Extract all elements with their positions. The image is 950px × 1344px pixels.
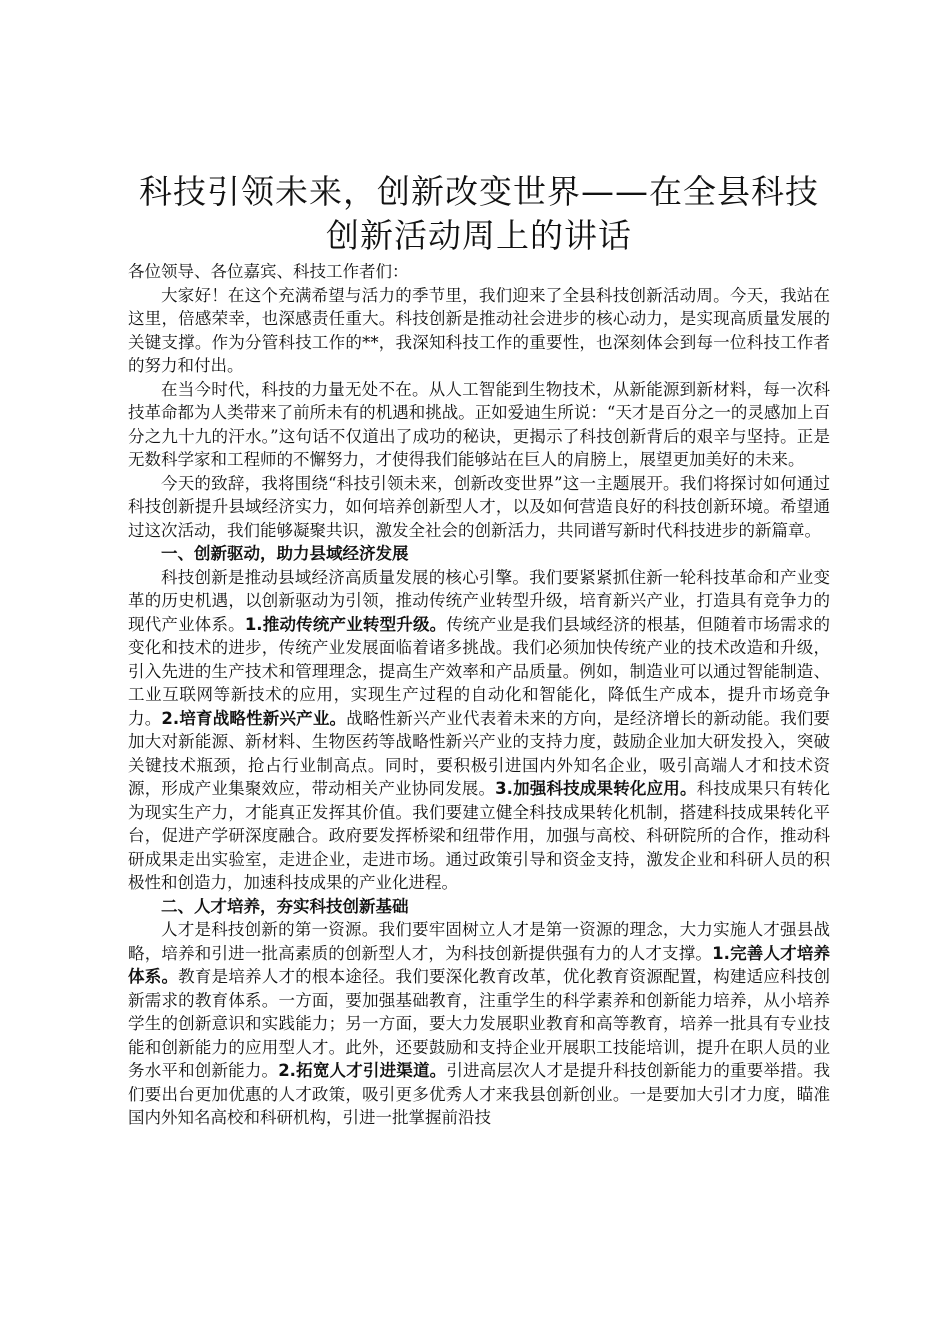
section-2-point-2-title: 2.拓宽人才引进渠道。: [278, 1061, 447, 1080]
section-1-point-1-title: 1.推动传统产业转型升级。: [244, 614, 447, 634]
section-1-point-2-title: 2.培育战略性新兴产业。: [161, 708, 347, 728]
era-paragraph: 在当今时代，科技的力量无处不在。从人工智能到生物技术，从新能源到新材料，每一次科技革命都为人类带来了前所未有的机遇和挑战。正如爱迪生所说：“天才是百分之一的灵感加上百分之九十九的汗水。”这句话不仅道出了成功的秘诀，更揭示了科技创新背后的艰辛与坚持。正是无数科学家和工程师的不懈努力，才使得我们能够站在巨人的肩膀上，展望更加美好的未来。: [128, 379, 830, 469]
section-2-point-1-title: 1.完善人才培养体系。: [128, 943, 831, 986]
section-2-point-2-text: 引进高层次人才是提升科技创新能力的重要举措。我们要出台更加优惠的人才政策，吸引更多优秀人才来我县创新创业。一是要加大引才力度，瞄准国内外知名高校和科研机构，引进一批掌握前沿技: [128, 1061, 831, 1127]
section-1-point-3-title: 3.加强科技成果转化应用。: [495, 779, 697, 798]
opening-paragraph: 大家好！在这个充满希望与活力的季节里，我们迎来了全县科技创新活动周。今天，我站在这里，倍感荣幸，也深感责任重大。科技创新是推动社会进步的核心动力，是实现高质量发展的关键支撑。作为分管科技工作的**，我深知科技工作的重要性，也深刻体会到每一位科技工作者的努力和付出。: [128, 285, 830, 375]
theme-paragraph: 今天的致辞，我将围绕“科技引领未来，创新改变世界”这一主题展开。我们将探讨如何通过科技创新提升县域经济实力，如何培养创新型人才，以及如何营造良好的科技创新环境。希望通过这次活动，我们能够凝聚共识，激发全社会的创新活力，共同谱写新时代科技进步的新篇章。: [128, 473, 830, 540]
section-2-body: [128, 918, 830, 1130]
speech-title: 科技引领未来，创新改变世界——在全县科技创新活动周上的讲话: [139, 172, 819, 255]
section-2-point-1-text: 教育是培养人才的根本途径。我们要深化教育改革，优化教育资源配置，构建适应科技创新需求的教育体系。一方面，要加强基础教育，注重学生的科学素养和创新能力培养，从小培养学生的创新意识和实践能力；另一方面，要大力发展职业教育和高等教育，培养一批具有专业技能和创新能力的应用型人才。此外，还要鼓励和支持企业开展职工技能培训，提升在职人员的业务水平和创新能力。: [128, 967, 831, 1080]
section-1-intro: 科技创新是推动县域经济高质量发展的核心引擎。我们要紧紧抓住新一轮科技革命和产业变革的历史机遇，以创新驱动为引领，推动传统产业转型升级，培育新兴产业，打造具有竞争力的现代产业体系。: [128, 567, 830, 634]
section-1-point-3-text: 科技成果只有转化为现实生产力，才能真正发挥其价值。我们要建立健全科技成果转化机制，搭建科技成果转化平台，促进产学研深度融合。政府要发挥桥梁和纽带作用，加强与高校、科研院所的合作，推动科研成果走出实验室，走进企业，走进市场。通过政策引导和资金支持，激发企业和科研人员的积极性和创造力，加速科技成果的产业化进程。: [128, 779, 831, 892]
section-1-heading: 一、创新驱动，助力县域经济发展: [161, 544, 409, 563]
salutation: 各位领导、各位嘉宾、科技工作者们：: [128, 262, 409, 281]
speech-content: [128, 170, 830, 1130]
section-2-intro: 人才是科技创新的第一资源。我们要牢固树立人才是第一资源的理念，大力实施人才强县战略，培养和引进一批高素质的创新型人才，为科技创新提供强有力的人才支撑。: [128, 920, 830, 963]
section-1-point-1-text: 传统产业是我们县域经济的根基，但随着市场需求的变化和技术的进步，传统产业发展面临着诸多挑战。我们必须加快传统产业的技术改造和升级，引入先进的生产技术和管理理念，提高生产效率和产品质量。例如，制造业可以通过智能制造、工业互联网等新技术的应用，实现生产过程的自动化和智能化，降低生产成本，提升市场竞争力。: [128, 614, 831, 728]
section-1-point-2-text: 战略性新兴产业代表着未来的方向，是经济增长的新动能。我们要加大对新能源、新材料、生物医药等战略性新兴产业的支持力度，鼓励企业加大研发投入，突破关键技术瓶颈，抢占行业制高点。同时，要积极引进国内外知名企业，吸引高端人才和技术资源，形成产业集聚效应，带动相关产业协同发展。: [128, 708, 831, 798]
section-2-heading: 二、人才培养，夯实科技创新基础: [161, 896, 409, 916]
section-1-body: [128, 566, 830, 895]
